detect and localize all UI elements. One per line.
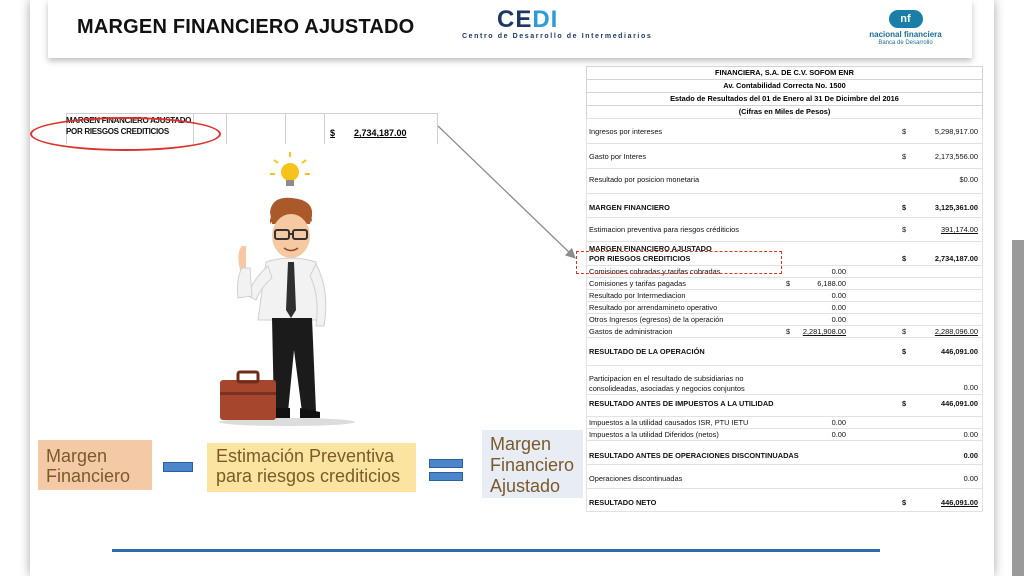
statement-cell-c4: 391,174.00 bbox=[941, 225, 978, 234]
statement-cell-c2: 0.00 bbox=[831, 291, 846, 300]
statement-label: RESULTADO ANTES DE OPERACIONES DISCONTINUADAS bbox=[589, 451, 799, 460]
cedi-subtitle: Centro de Desarrollo de Intermediarios bbox=[462, 33, 653, 40]
statement-cell-c4: 446,091.00 bbox=[941, 347, 978, 356]
statement-label: RESULTADO DE LA OPERACIÓN bbox=[589, 347, 705, 356]
statement-company: FINANCIERA, S.A. DE C.V. SOFOM ENR bbox=[586, 66, 983, 79]
statement-period: Estado de Resultados del 01 de Enero al 31 De Dicimbre del 2016 bbox=[586, 92, 983, 105]
statement-cell-c4: 2,734,187.00 bbox=[934, 254, 978, 263]
statement-cell-c4: $0.00 bbox=[959, 175, 978, 184]
formula-term-estimacion: Estimación Preventiva para riesgos crediticios bbox=[207, 443, 416, 492]
statement-cell-c2: 0.00 bbox=[831, 315, 846, 324]
statement-row bbox=[586, 488, 983, 512]
statement-address: Av. Contabilidad Correcta No. 1500 bbox=[586, 79, 983, 92]
statement-row bbox=[586, 325, 983, 337]
statement-cell-c4: 0.00 bbox=[963, 430, 978, 439]
statement-cell-c4: 5,298,917.00 bbox=[934, 127, 978, 136]
cedi-logo: CEDI Centro de Desarrollo de Intermediarios bbox=[462, 6, 653, 40]
lightbulb-icon bbox=[270, 152, 310, 186]
statement-cell-c2: 0.00 bbox=[831, 430, 846, 439]
statement-cell-c2: 2,281,908.00 bbox=[802, 327, 846, 336]
formula-result-margen-ajustado: Margen Financiero Ajustado bbox=[482, 430, 583, 498]
statement-row bbox=[586, 464, 983, 488]
statement-units: (Cifras en Miles de Pesos) bbox=[586, 105, 983, 118]
businessman-illustration bbox=[212, 150, 372, 430]
statement-cell-c2: 0.00 bbox=[831, 303, 846, 312]
statement-cell-c4: 3,125,361.00 bbox=[934, 203, 978, 212]
statement-cell-c1: $ bbox=[786, 327, 791, 336]
bottom-rule bbox=[112, 549, 880, 552]
minus-sign-icon bbox=[163, 462, 193, 472]
statement-label: RESULTADO NETO bbox=[589, 498, 657, 507]
statement-label: Resultado por arrendamineto operativo bbox=[589, 303, 718, 312]
statement-cell-c2: 0.00 bbox=[831, 267, 846, 276]
statement-cell-c4: 0.00 bbox=[963, 474, 978, 483]
statement-cell-c2: 6,188.00 bbox=[817, 279, 846, 288]
statement-label: MARGEN FINANCIERO bbox=[589, 203, 670, 212]
statement-row bbox=[586, 118, 983, 143]
statement-row bbox=[586, 277, 983, 289]
statement-row bbox=[586, 428, 983, 440]
statement-row bbox=[586, 394, 983, 416]
statement-row bbox=[586, 313, 983, 325]
equals-sign-icon bbox=[429, 459, 463, 468]
nafin-subtitle: Banca de Desarrollo bbox=[878, 40, 933, 46]
statement-row bbox=[586, 143, 983, 168]
statement-cell-c4: 446,091.00 bbox=[941, 399, 978, 408]
income-statement bbox=[586, 66, 983, 512]
statement-cell-c4: 2,288,096.00 bbox=[934, 327, 978, 336]
statement-cell-c3: $ bbox=[902, 152, 907, 161]
statement-label: Estimacion preventiva para riesgos créditicios bbox=[589, 225, 739, 234]
statement-label: Participacion en el resultado de subsidiarias no consolideadas, asociadas y negocios conjuntos bbox=[589, 374, 745, 393]
statement-label: Gastos de administracion bbox=[589, 327, 673, 336]
statement-cell-c3: $ bbox=[902, 327, 907, 336]
statement-label: Otros Ingresos (egresos) de la operación bbox=[589, 315, 724, 324]
nafin-emblem-icon: nf bbox=[889, 10, 923, 28]
statement-cell-c3: $ bbox=[902, 498, 907, 507]
mini-table-currency: $ bbox=[330, 128, 336, 138]
statement-row bbox=[586, 365, 983, 394]
statement-cell-c3: $ bbox=[902, 225, 907, 234]
statement-cell-c4: 446,091.00 bbox=[941, 498, 978, 507]
statement-label: Impuestos a la utilidad Diferidos (netos) bbox=[589, 430, 719, 439]
statement-label: Impuestos a la utilidad causados ISR, PTU IETU bbox=[589, 418, 749, 427]
nafin-name: nacional financiera bbox=[869, 30, 942, 39]
mini-table-value: 2,734,187.00 bbox=[354, 128, 407, 138]
statement-cell-c3: $ bbox=[902, 203, 907, 212]
statement-label: Comisiones y tarifas pagadas bbox=[589, 279, 686, 288]
statement-row bbox=[586, 289, 983, 301]
statement-cell-c1: $ bbox=[786, 279, 791, 288]
statement-row bbox=[586, 416, 983, 428]
mini-table-label: MARGEN FINANCIERO AJUSTADO POR RIESGOS CREDITICIOS bbox=[66, 116, 192, 136]
statement-cell-c4: 0.00 bbox=[963, 383, 978, 392]
statement-label: Resultado por posicion monetaria bbox=[589, 175, 700, 184]
highlight-box bbox=[576, 251, 782, 274]
statement-cell-c3: $ bbox=[902, 127, 907, 136]
statement-label: Comisiones cobradas y tarifas cobradas bbox=[589, 267, 721, 276]
statement-row bbox=[586, 168, 983, 193]
statement-row bbox=[586, 440, 983, 464]
statement-label: Operaciones discontinuadas bbox=[589, 474, 683, 483]
briefcase-icon bbox=[220, 372, 276, 420]
statement-cell-c4: 0.00 bbox=[963, 451, 978, 460]
page-title: MARGEN FINANCIERO AJUSTADO bbox=[77, 16, 415, 38]
statement-row bbox=[586, 337, 983, 365]
equals-sign-icon-lower bbox=[429, 472, 463, 481]
statement-row bbox=[586, 217, 983, 241]
statement-label: Gasto por Interes bbox=[589, 152, 647, 161]
statement-cell-c4: 2,173,556.00 bbox=[934, 152, 978, 161]
statement-label: RESULTADO ANTES DE IMPUESTOS A LA UTILIDAD bbox=[589, 399, 774, 408]
statement-cell-c3: $ bbox=[902, 399, 907, 408]
statement-cell-c3: $ bbox=[902, 347, 907, 356]
statement-cell-c2: 0.00 bbox=[831, 418, 846, 427]
statement-row bbox=[586, 193, 983, 217]
statement-label: Ingresos por intereses bbox=[589, 127, 663, 136]
statement-label: MARGEN FINANCIERO AJUSTADO POR RIESGOS CREDITICIOS bbox=[589, 244, 712, 263]
statement-label: Resultado por Intermediacion bbox=[589, 291, 686, 300]
formula-term-margen-financiero: Margen Financiero bbox=[38, 440, 152, 490]
statement-row bbox=[586, 301, 983, 313]
statement-cell-c3: $ bbox=[902, 254, 907, 263]
